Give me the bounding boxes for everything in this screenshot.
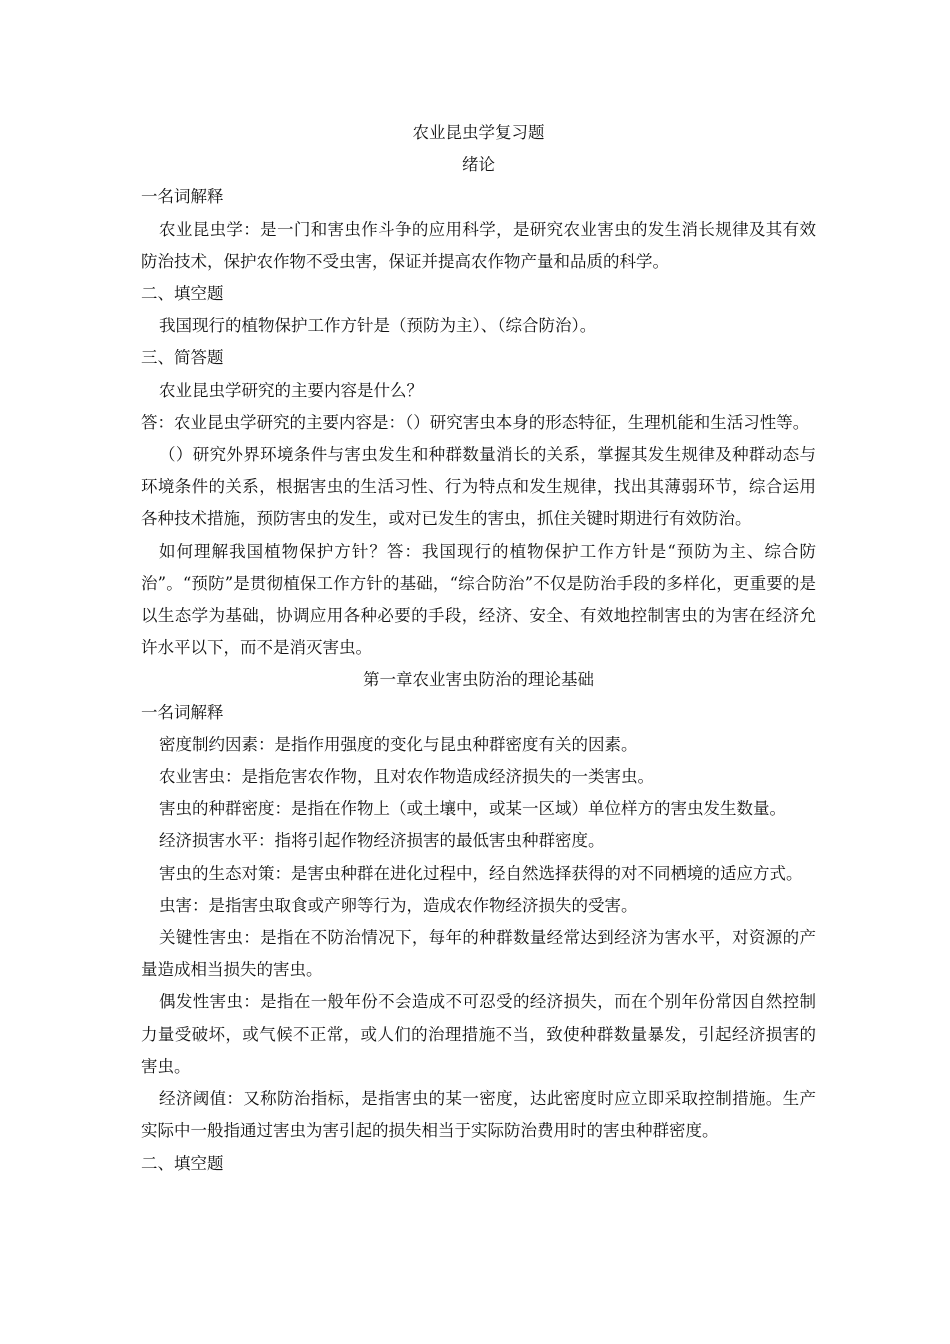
question-answer-paragraph: 如何理解我国植物保护方针？答：我国现行的植物保护工作方针是“预防为主、综合防治”。“预防”是贯彻植保工作方针的基础，“综合防治”不仅是防治手段的多样化，更重要的是以生态学为基础，协调应用各种必要的手段，经济、安全、有效地控制害虫的为害在经济允许水平以下，而不是消灭害虫。 [141,541,816,658]
intro-heading: 绪论 [462,155,495,175]
definition-item: 虫害：是指害虫取食或产卵等行为，造成农作物经济损失的受害。 [159,895,638,915]
section-heading: 一名词解释 [141,187,224,207]
definition-item: 经济阈值：又称防治指标，是指害虫的某一密度，达此密度时应立即采取控制措施。生产实际中一般指通过害虫为害引起的损失相当于实际防治费用时的害虫种群密度。 [141,1089,816,1141]
definition-paragraph: 农业昆虫学：是一门和害虫作斗争的应用科学，是研究农业害虫的发生消长规律及其有效防治技术，保护农作物不受虫害，保证并提高农作物产量和品质的科学。 [141,219,816,271]
document-title: 农业昆虫学复习题 [412,123,545,142]
definition-item: 密度制约因素：是指作用强度的变化与昆虫种群密度有关的因素。 [159,734,638,754]
definition-item: 关键性害虫：是指在不防治情况下，每年的种群数量经常达到经济为害水平，对资源的产量造成相当损失的害虫。 [141,928,816,980]
definition-item: 害虫的种群密度：是指在作物上（或土壤中，或某一区域）单位样方的害虫发生数量。 [159,799,786,819]
definition-item: 偶发性害虫：是指在一般年份不会造成不可忍受的经济损失，而在个别年份常因自然控制力量受破坏，或气候不正常，或人们的治理措施不当，致使种群数量暴发，引起经济损害的害虫。 [141,992,816,1076]
answer-paragraph: （）研究外界环境条件与害虫发生和种群数量消长的关系，掌握其发生规律及种群动态与环境条件的关系，根据害虫的生活习性、行为特点和发生规律，找出其薄弱环节，综合运用各种技术措施，预防害虫的发生，或对已发生的害虫，抓住关键时期进行有效防治。 [141,445,816,529]
section-heading: 一名词解释 [141,702,224,722]
section-heading: 二、填空题 [141,1153,224,1173]
document-body [141,117,816,1180]
section-heading: 二、填空题 [141,284,224,304]
chapter-heading: 第一章农业害虫防治的理论基础 [363,670,594,690]
definition-item: 经济损害水平：指将引起作物经济损害的最低害虫种群密度。 [159,831,605,851]
answer-paragraph: 答：农业昆虫学研究的主要内容是：（）研究害虫本身的形态特征，生理机能和生活习性等。 [141,412,810,432]
definition-item: 害虫的生态对策：是害虫种群在进化过程中，经自然选择获得的对不同栖境的适应方式。 [159,863,803,883]
definition-item: 农业害虫：是指危害农作物，且对农作物造成经济损失的一类害虫。 [159,767,654,787]
question-text: 农业昆虫学研究的主要内容是什么？ [159,380,423,400]
fill-blank-item: 我国现行的植物保护工作方针是（预防为主）、（综合防治）。 [159,316,597,336]
section-heading: 三、简答题 [141,348,224,368]
